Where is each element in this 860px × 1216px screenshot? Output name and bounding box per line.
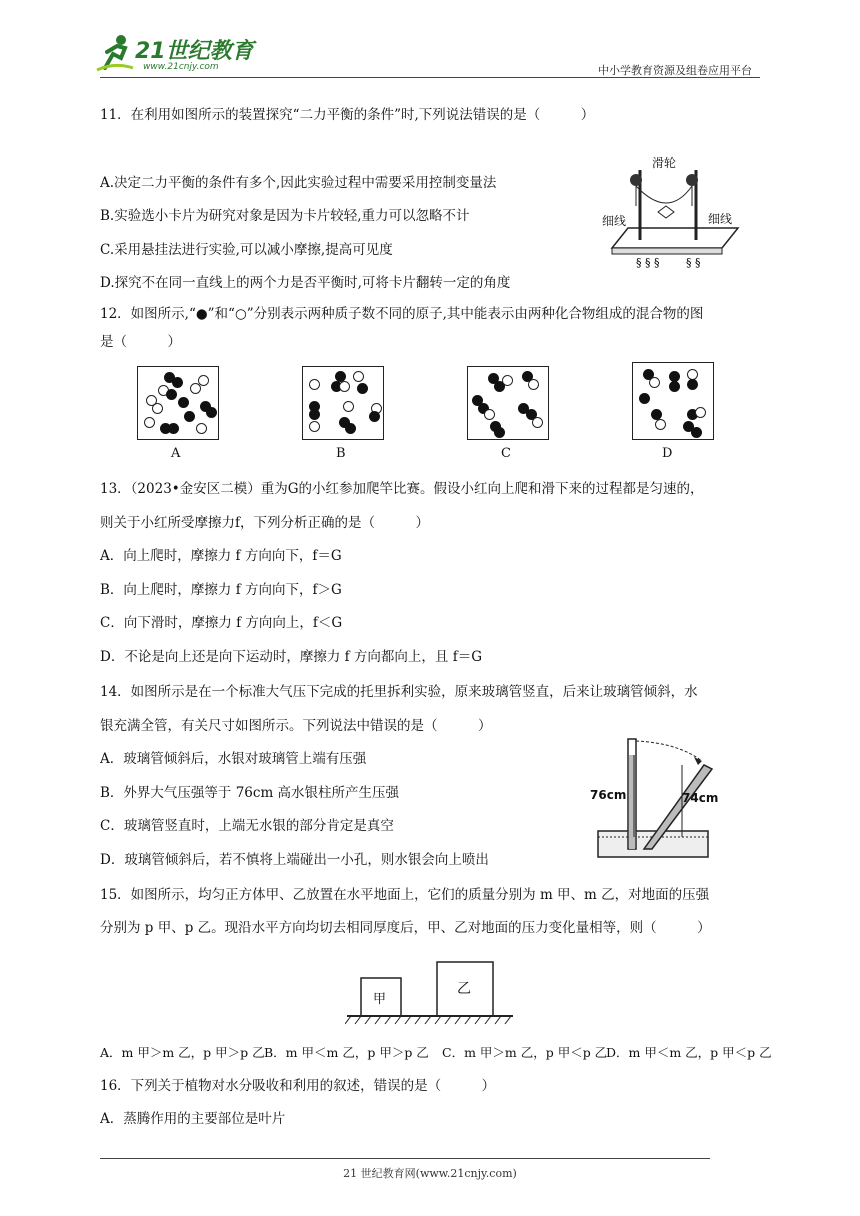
q11-stem: 11．在利用如图所示的装置探究“二力平衡的条件”时,下列说法错误的是（ ） [100,107,595,123]
q12-box-b [302,366,384,440]
logo-text: 21世纪教育 [135,39,254,64]
q15-stem-line1: 15．如图所示，均匀正方体甲、乙放置在水平地面上，它们的质量分别为 m 甲、m 乙，对地面的压强 [100,887,710,903]
q12-caption-c: C [501,446,511,461]
q13-option-c: C．向下滑时，摩擦力 f 方向向上，f＜G [100,615,343,631]
pulley-label: 滑轮 [652,156,677,170]
right-thread-label: 细线 [708,212,733,226]
q14-stem-line2: 银充满全管，有关尺寸如图所示。下列说法中错误的是（ ） [100,718,492,734]
q13-stem-line2: 则关于小红所受摩擦力f，下列分析正确的是（ ） [100,515,429,531]
q11-option-d: D.探究不在同一直线上的两个力是否平衡时,可将卡片翻转一定的角度 [100,275,511,291]
svg-text:§ §: § § [686,256,701,269]
footer-divider [100,1158,710,1159]
q12-caption-a: A [171,446,181,461]
q14-figure [590,733,730,863]
q12-stem-line1: 12．如图所示,“●”和“○”分别表示两种质子数不同的原子,其中能表示由两种化合物组成的混合物的图 [100,306,704,322]
footer-text: 21 世纪教育网(www.21cnjy.com) [343,1167,517,1180]
height-74cm-label: 74cm [682,791,719,805]
height-76cm-label: 76cm [590,788,627,802]
q12-stem-line2: 是（ ） [100,334,181,350]
q14-stem-line1: 14．如图所示是在一个标准大气压下完成的托里拆利实验，原来玻璃管竖直，后来让玻璃管倾斜，水 [100,684,698,700]
q15-option-b: B．m 甲＜m 乙，p 甲＞p 乙 [264,1045,429,1060]
q12-box-d [632,362,714,440]
cubes-on-ground-icon [345,958,515,1026]
q13-option-d: D．不论是向上还是向下运动时，摩擦力 f 方向都向上，且 f＝G [100,649,482,665]
cube-yi-label: 乙 [457,981,471,997]
q15-figure [345,958,515,1026]
q15-option-d: D．m 甲＜m 乙，p 甲＜p 乙 [606,1045,772,1060]
q16-stem: 16．下列关于植物对水分吸收和利用的叙述，错误的是（ ） [100,1078,496,1094]
q15-stem-line2: 分别为 p 甲、p 乙。现沿水平方向均切去相同厚度后，甲、乙对地面的压力变化量相等，则（ ） [100,920,711,936]
logo-url: www.21cnjy.com [143,62,219,72]
q14-option-a: A．玻璃管倾斜后，水银对玻璃管上端有压强 [100,751,367,767]
q12-box-a [137,366,219,440]
q11-figure [598,148,748,278]
q16-option-a: A．蒸腾作用的主要部位是叶片 [100,1111,286,1127]
q13-stem-line1: 13．（2023•金安区二模）重为G的小红参加爬竿比赛。假设小红向上爬和滑下来的过程都是匀速的， [100,481,704,497]
q15-option-a: A．m 甲＞m 乙，p 甲＞p 乙 [100,1045,265,1060]
q12-box-c [467,366,549,440]
runner-icon [95,32,135,72]
site-logo [95,30,265,78]
q12-caption-d: D [662,446,673,461]
q13-option-b: B．向上爬时，摩擦力 f 方向向下，f＞G [100,582,342,598]
q11-option-a: A.决定二力平衡的条件有多个,因此实验过程中需要采用控制变量法 [100,175,497,191]
q15-option-c: C．m 甲＞m 乙，p 甲＜p 乙 [442,1045,608,1060]
q13-option-a: A．向上爬时，摩擦力 f 方向向下，f＝G [100,548,342,564]
svg-text:§ § §: § § § [636,256,660,269]
header-divider [100,77,760,78]
platform-name: 中小学教育资源及组卷应用平台 [598,64,752,77]
q11-option-c: C.采用悬挂法进行实验,可以减小摩擦,提高可见度 [100,242,393,258]
q12-caption-b: B [336,446,346,461]
cube-jia-label: 甲 [373,992,387,1007]
q11-option-b: B.实验选小卡片为研究对象是因为卡片较轻,重力可以忽略不计 [100,208,470,224]
q14-option-d: D．玻璃管倾斜后，若不慎将上端碰出一小孔，则水银会向上喷出 [100,852,489,868]
q14-option-c: C．玻璃管竖直时，上端无水银的部分肯定是真空 [100,818,394,834]
q14-option-b: B．外界大气压强等于 76cm 高水银柱所产生压强 [100,785,400,801]
left-thread-label: 细线 [602,214,627,228]
